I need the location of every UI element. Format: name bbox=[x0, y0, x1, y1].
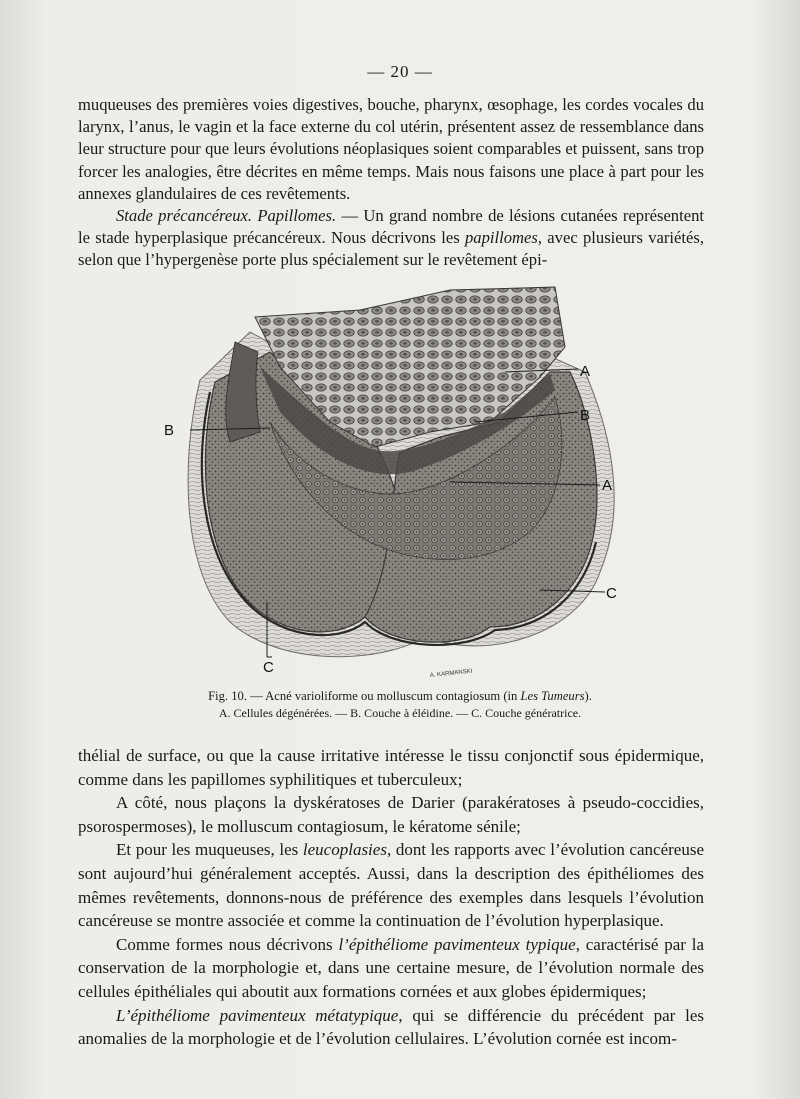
italic-text: l’épithéliome pavimenteux typique bbox=[338, 934, 576, 954]
italic-text: L’épithéliome pavimenteux métatypique bbox=[116, 1005, 399, 1025]
top-text-block bbox=[78, 94, 704, 272]
bottom-paragraph bbox=[78, 933, 704, 1004]
label-b-left: B bbox=[164, 422, 175, 439]
body-text: Comme formes nous décrivons bbox=[116, 934, 339, 954]
bottom-paragraph bbox=[78, 791, 704, 838]
label-c-right: C bbox=[606, 585, 617, 602]
caption-title-prefix: Fig. 10. — Acné varioliforme ou molluscum contagiosum (in bbox=[208, 689, 521, 703]
body-text: thélial de surface, ou que la cause irritative intéresse le tissu conjonctif sous épidermique, comme dans les papillomes syphilitiques et tuberculeux; bbox=[78, 746, 704, 789]
page-number: — 20 — bbox=[367, 62, 433, 81]
top-paragraph bbox=[78, 94, 704, 205]
label-c-bottom: C bbox=[263, 659, 274, 676]
body-text: , qui se différencie du précédent par les anomalies de la morphologie et de l’évolution cellulaires. L’évolution cornée est incom- bbox=[78, 1005, 704, 1049]
label-a-middle: A bbox=[602, 477, 613, 494]
body-text: , avec plusieurs variétés, selon que l’hypergenèse porte plus spécialement sur le revêtement épi- bbox=[78, 228, 704, 270]
body-text: , dont les rapports avec l’évolution cancéreuse sont aujourd’hui généralement acceptés. Aussi, dans la description des épithéliomes des mêmes revêtements, donnons-nous de préférence des exemples dans lesquels l’évolution cancéreuse se montre associée et comme la continuation de l’évolution hyperplasique. bbox=[78, 840, 704, 931]
italic-text: Stade précancéreux. Papillomes. bbox=[116, 206, 337, 226]
label-b-right: B bbox=[580, 407, 591, 424]
caption-title-suffix: ). bbox=[584, 689, 592, 703]
caption-title-italic: Les Tumeurs bbox=[520, 689, 585, 703]
italic-text: papillomes bbox=[464, 228, 538, 248]
bottom-paragraph bbox=[78, 744, 704, 791]
bottom-paragraph bbox=[78, 838, 704, 932]
bottom-text-block bbox=[78, 744, 704, 1051]
label-a-top: A bbox=[580, 363, 591, 380]
engraver-signature: A. KARMANSKI bbox=[429, 668, 473, 679]
italic-text: leucoplasies bbox=[302, 840, 387, 860]
histology-figure bbox=[160, 272, 630, 682]
body-text: — Un grand nombre de lésions cutanées représentent le stade hyperplasique précancéreux. Nous décrivons les bbox=[78, 206, 704, 248]
body-text: A côté, nous plaçons la dyskératoses de Darier (parakératoses à pseudo-coccidies, psorospermoses), le molluscum contagiosum, le kératome sénile; bbox=[78, 793, 704, 836]
bottom-paragraph bbox=[78, 1004, 704, 1051]
body-text: , caractérisé par la conservation de la morphologie et, dans une certaine mesure, de l’évolution normale des cellules épithéliales qui aboutit aux formations cornées et aux globes épidermiques; bbox=[78, 934, 704, 1001]
figure-caption-legend: A. Cellules dégénérées. — B. Couche à éléidine. — C. Couche génératrice. bbox=[218, 706, 582, 720]
top-paragraph bbox=[78, 205, 704, 272]
figure-caption-title bbox=[80, 688, 720, 705]
body-text: muqueuses des premières voies digestives, bouche, pharynx, œsophage, les cordes vocales du larynx, l’anus, le vagin et la face externe du col utérin, présentent assez de ressemblance dans leur structure pour que leurs évolutions néoplasiques soient comparables et puissent, sans trop forcer les analogies, être décrites en même temps. Mais nous faisons une place à part pour les annexes glandulaires de ces revêtements. bbox=[78, 95, 704, 203]
body-text: Et pour les muqueuses, les bbox=[116, 840, 303, 860]
